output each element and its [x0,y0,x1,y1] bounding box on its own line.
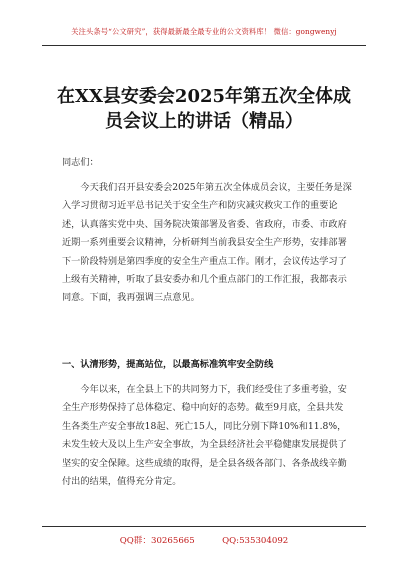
greeting: 同志们： [62,157,99,168]
title-line-2: 员会议上的讲话（精品） [105,111,303,132]
paragraph-situation: 今年以来，在全县上下的共同努力下，我们经受住了多重考验，安全生产形势保持了总体稳定、稳中向好的态势。截至9月底，全县共发生各类生产安全事故18起、死亡15人，同比分别下降10%和11.8%，未发生较大及以上生产安全事故，为全县经济社会平稳健康发展提供了坚实的安全保障。这些成绩的取得，是全县各级各部门、各条战线辛勤付出的结果，值得充分肯定。 [62,384,347,488]
qq-group-number: QQ群：30265665 [119,536,195,546]
title-line-1: 在XX县安委会2025年第五次全体成 [56,86,352,107]
section-heading-1: 一、认清形势，提高站位，以最高标准筑牢安全防线 [62,359,274,370]
paragraph-intro: 今天我们召开县安委会2025年第五次全体成员会议，主要任务是深入学习贯彻习近平总书记关于安全生产和防灾减灾救灾工作的重要论述，认真落实党中央、国务院决策部署及省委、省政府，市委、市政府近期一系列重要会议精神，分析研判当前我县安全生产形势，安排部署下一阶段特别是第四季度的安全生产重点工作。刚才，会议传达学习了上级有关精神，听取了县安委办和几个重点部门的工作汇报，我都表示同意。下面，我再强调三点意见。 [62,182,352,304]
document-title [40,84,368,134]
qq-number: QQ:535304092 [222,536,289,546]
header-divider [42,45,366,46]
promo-banner: 关注头条号“公文研究”，获得最新最全最专业的公文资料库！ 微信：gongwenyj [71,27,337,36]
footer-divider [42,526,366,527]
footer-contact [0,534,408,546]
